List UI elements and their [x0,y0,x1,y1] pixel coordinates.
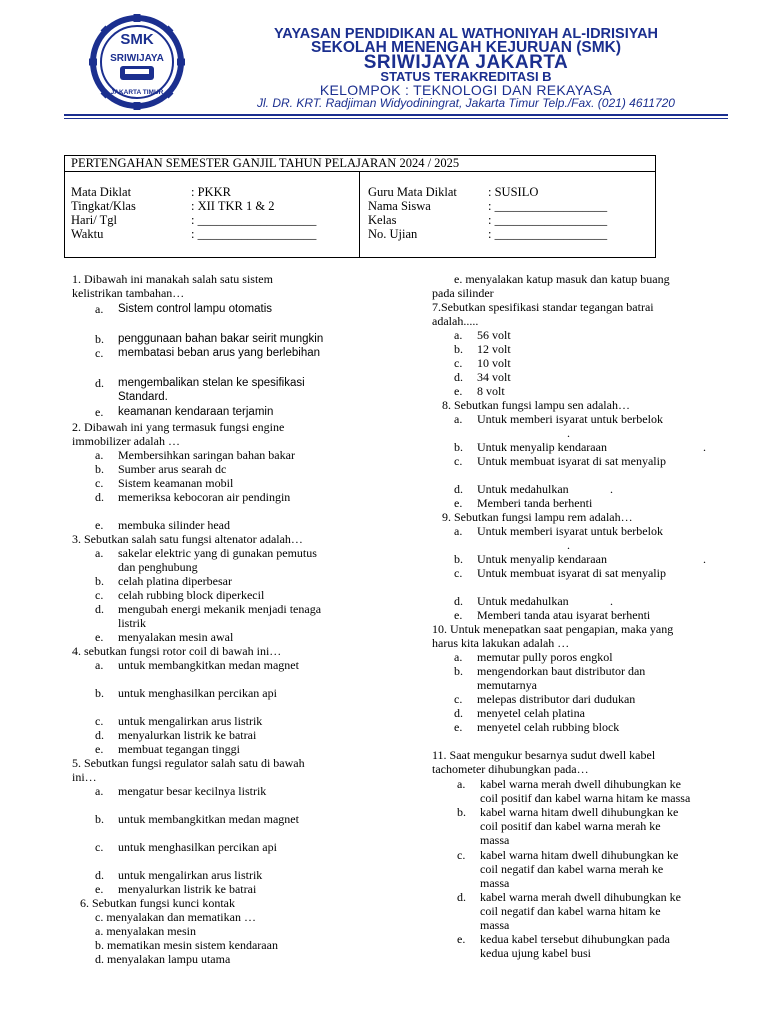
accreditation-status: STATUS TERAKREDITASI B [380,69,552,84]
q11-option-a[interactable]: kabel warna merah dwell dihubungkan ke [480,777,681,791]
q11-option-a-cont: coil positif dan kabel warna hitam ke massa [480,791,691,805]
q5-option-d[interactable]: untuk mengalirkan arus listrik [118,868,263,882]
q6-option-d[interactable]: d. menyalakan lampu utama [95,952,231,966]
option-marker: a. [95,784,104,798]
school-address: Jl. DR. KRT. Radjiman Widyodiningrat, Jakarta Timur Telp./Fax. (021) 4611720 [257,96,675,110]
q11-option-b-cont: coil positif dan kabel warna merah ke [480,819,661,833]
option-marker: b. [454,440,463,454]
question-1: 1. Dibawah ini manakah salah satu sistem [72,272,273,286]
q11-option-e[interactable]: kedua kabel tersebut dihubungkan pada [480,932,670,946]
question-6: 6. Sebutkan fungsi kunci kontak [80,896,235,910]
q1-option-d[interactable]: mengembalikan stelan ke spesifikasi [118,377,305,389]
option-marker: c. [454,566,463,580]
q6-option-c[interactable]: c. menyalakan dan mematikan … [95,910,256,924]
option-marker: b. [95,686,104,700]
school-logo [68,14,206,110]
q5-option-a[interactable]: mengatur besar kecilnya listrik [118,784,267,798]
field-value-student-name[interactable]: : __________________ [488,199,608,213]
logo-text-smk: SMK [120,31,154,48]
q2-option-b[interactable]: Sumber arus searah dc [118,462,227,476]
q7-option-b[interactable]: 12 volt [477,342,511,356]
option-marker: b. [95,332,104,346]
option-marker: c. [95,840,104,854]
q3-option-a[interactable]: sakelar elektric yang di gunakan pemutus [118,546,317,560]
option-marker: d. [454,706,463,720]
q7-option-e[interactable]: 8 volt [477,384,505,398]
school-name: SRIWIJAYA JAKARTA [363,52,569,73]
q2-option-a[interactable]: Membersihkan saringan bahan bakar [118,448,295,462]
question-10: 10. Untuk menepatkan saat pengapian, maka yang [432,622,674,636]
q3-option-d-cont: listrik [118,616,147,630]
q6-option-e-cont: pada silinder [432,286,494,300]
stray-dot: . [703,440,706,454]
option-marker: d. [454,482,463,496]
question-1-cont: kelistrikan tambahan… [72,286,185,300]
option-marker: d. [95,602,104,616]
q6-option-a[interactable]: a. menyalakan mesin [95,924,196,938]
q6-option-e[interactable]: e. menyalakan katup masuk dan katup buang [454,272,670,286]
option-marker: c. [454,356,463,370]
option-marker: e. [95,405,104,419]
q9-option-d[interactable]: Untuk medahulkan [477,594,569,608]
option-marker: d. [95,868,104,882]
q5-option-c[interactable]: untuk menghasilkan percikan api [118,840,277,854]
stray-dot: . [610,594,613,608]
q7-option-c[interactable]: 10 volt [477,356,511,370]
q3-option-d[interactable]: mengubah energi mekanik menjadi tenaga [118,602,322,616]
question-8: 8. Sebutkan fungsi lampu sen adalah… [442,398,630,412]
option-marker: d. [454,370,463,384]
option-marker: c. [95,588,104,602]
q2-option-d[interactable]: memeriksa kebocoran air pendingin [118,490,291,504]
question-10-cont: harus kita lakukan adalah … [432,636,570,650]
option-marker: e. [457,932,466,946]
field-value-teacher: : SUSILO [488,185,539,199]
q5-option-b[interactable]: untuk membangkitkan medan magnet [118,812,299,826]
option-marker: a. [457,777,466,791]
q11-option-c-cont2: massa [480,876,510,890]
q7-option-a[interactable]: 56 volt [477,328,511,342]
q4-option-e[interactable]: membuat tegangan tinggi [118,742,240,756]
question-11-cont: tachometer dihubungkan pada… [432,762,589,776]
header-divider-thin [64,118,728,119]
logo-text-name: SRIWIJAYA [110,53,164,64]
q11-option-d[interactable]: kabel warna merah dwell dihubungkan ke [480,890,681,904]
option-marker: e. [95,742,104,756]
option-marker: c. [457,848,466,862]
stray-dot: . [567,426,570,440]
field-value-time[interactable]: : ___________________ [191,227,317,241]
question-11: 11. Saat mengukur besarnya sudut dwell kabel [432,748,656,762]
q7-option-d[interactable]: 34 volt [477,370,511,384]
q1-option-e[interactable]: keamanan kendaraan terjamin [118,406,274,418]
q1-option-b[interactable]: penggunaan bahan bakar seirit mungkin [118,333,324,345]
question-9: 9. Sebutkan fungsi lampu rem adalah… [442,510,633,524]
exam-title: PERTENGAHAN SEMESTER GANJIL TAHUN PELAJARAN 2024 / 2025 [71,156,460,170]
option-marker: e. [95,882,104,896]
option-marker: b. [457,805,466,819]
option-marker: c. [95,346,104,360]
header-divider [64,114,728,116]
q11-option-d-cont2: massa [480,918,510,932]
q4-option-b[interactable]: untuk menghasilkan percikan api [118,686,277,700]
option-marker: a. [454,328,463,342]
field-label-class: Kelas [368,213,397,227]
q4-option-c[interactable]: untuk mengalirkan arus listrik [118,714,263,728]
q3-option-a-cont: dan penghubung [118,560,198,574]
option-marker: e. [454,496,463,510]
q11-option-b-cont2: massa [480,833,510,847]
q9-option-c[interactable]: Untuk membuat isyarat di sat menyalip [477,566,666,580]
q11-option-e-cont: kedua ujung kabel busi [480,946,591,960]
field-label-exam-number: No. Ujian [368,227,418,241]
info-box-divider [359,171,360,257]
q1-option-c[interactable]: membatasi beban arus yang berlebihan [118,347,321,359]
question-3: 3. Sebutkan salah satu fungsi altenator adalah… [72,532,303,546]
q3-option-e[interactable]: menyalakan mesin awal [118,630,234,644]
school-type: SEKOLAH MENENGAH KEJURUAN (SMK) [310,39,621,56]
option-marker: a. [95,448,104,462]
q11-option-c-cont: coil negatif dan kabel warna merah ke [480,862,664,876]
q11-option-b[interactable]: kabel warna hitam dwell dihubungkan ke [480,805,679,819]
q10-option-a[interactable]: memutar pully poros engkol [477,650,613,664]
q8-option-e[interactable]: Memberi tanda berhenti [477,496,593,510]
field-label-student-name: Nama Siswa [368,199,431,213]
option-marker: d. [454,594,463,608]
q8-option-b[interactable]: Untuk menyalip kendaraan [477,440,607,454]
option-marker: b. [95,462,104,476]
option-marker: d. [95,490,104,504]
field-value-day-date[interactable]: : ___________________ [191,213,317,227]
question-5-cont: ini… [72,770,97,784]
field-label-teacher: Guru Mata Diklat [368,185,457,199]
q4-option-a[interactable]: untuk membangkitkan medan magnet [118,658,299,672]
q1-option-d-cont: Standard. [118,391,168,403]
field-label-day-date: Hari/ Tgl [71,213,117,227]
option-marker: b. [454,552,463,566]
q1-option-a[interactable]: Sistem control lampu otomatis [118,303,273,315]
stray-dot: . [610,482,613,496]
option-marker: d. [457,890,466,904]
q3-option-b[interactable]: celah platina diperbesar [118,574,232,588]
q6-option-b[interactable]: b. mematikan mesin sistem kendaraan [95,938,278,952]
field-value-class-level: : XII TKR 1 & 2 [191,199,275,213]
field-label-class-level: Tingkat/Klas [71,199,136,213]
field-value-subject: : PKKR [191,185,231,199]
option-marker: c. [454,692,463,706]
option-marker: b. [454,342,463,356]
foundation-name: YAYASAN PENDIDIKAN AL WATHONIYAH AL-IDRISIYAH [273,26,659,42]
field-value-exam-number[interactable]: : __________________ [488,227,608,241]
field-label-subject: Mata Diklat [71,185,132,199]
q8-option-a[interactable]: Untuk memberi isyarat untuk berbelok [477,412,663,426]
info-box-rule [65,171,655,172]
q11-option-d-cont: coil negatif dan kabel warna hitam ke [480,904,661,918]
q10-option-b[interactable]: mengendorkan baut distributor dan [477,664,646,678]
option-marker: a. [95,302,104,316]
q3-option-c[interactable]: celah rubbing block diperkecil [118,588,265,602]
q9-option-e[interactable]: Memberi tanda atau isyarat berhenti [477,608,651,622]
school-group: KELOMPOK : TEKNOLOGI DAN REKAYASA [319,82,613,98]
stray-dot: . [567,538,570,552]
field-value-class[interactable]: : __________________ [488,213,608,227]
option-marker: c. [95,476,104,490]
logo-text-city: JAKARTA TIMUR [110,89,164,96]
option-marker: e. [454,608,463,622]
q9-option-a[interactable]: Untuk memberi isyarat untuk berbelok [477,524,663,538]
question-2: 2. Dibawah ini yang termasuk fungsi engine [72,420,285,434]
option-marker: a. [95,546,104,560]
option-marker: b. [95,812,104,826]
q2-option-c[interactable]: Sistem keamanan mobil [118,476,234,490]
option-marker: e. [454,720,463,734]
q11-option-c[interactable]: kabel warna hitam dwell dihubungkan ke [480,848,679,862]
option-marker: e. [454,384,463,398]
question-4: 4. sebutkan fungsi rotor coil di bawah ini… [72,644,282,658]
q9-option-b[interactable]: Untuk menyalip kendaraan [477,552,607,566]
exam-info-box [64,155,656,258]
q10-option-c[interactable]: melepas distributor dari dudukan [477,692,636,706]
q10-option-d[interactable]: menyetel celah platina [477,706,585,720]
question-7-cont: adalah..... [432,314,479,328]
q5-option-e[interactable]: menyalurkan listrik ke batrai [118,882,257,896]
option-marker: a. [454,650,463,664]
q10-option-b-cont: memutarnya [477,678,537,692]
q4-option-d[interactable]: menyalurkan listrik ke batrai [118,728,257,742]
option-marker: e. [95,518,104,532]
field-label-time: Waktu [71,227,104,241]
option-marker: b. [95,574,104,588]
q8-option-c[interactable]: Untuk membuat isyarat di sat menyalip [477,454,666,468]
question-2-cont: immobilizer adalah … [72,434,180,448]
q10-option-e[interactable]: menyetel celah rubbing block [477,720,620,734]
stray-dot: . [703,552,706,566]
question-7: 7.Sebutkan spesifikasi standar tegangan batrai [432,300,654,314]
option-marker: b. [454,664,463,678]
option-marker: c. [95,714,104,728]
option-marker: d. [95,728,104,742]
question-5: 5. Sebutkan fungsi regulator salah satu di bawah [72,756,305,770]
q8-option-d[interactable]: Untuk medahulkan [477,482,569,496]
option-marker: c. [454,454,463,468]
option-marker: a. [95,658,104,672]
option-marker: a. [454,524,463,538]
option-marker: a. [454,412,463,426]
q2-option-e[interactable]: membuka silinder head [118,518,230,532]
option-marker: d. [95,376,104,390]
option-marker: e. [95,630,104,644]
